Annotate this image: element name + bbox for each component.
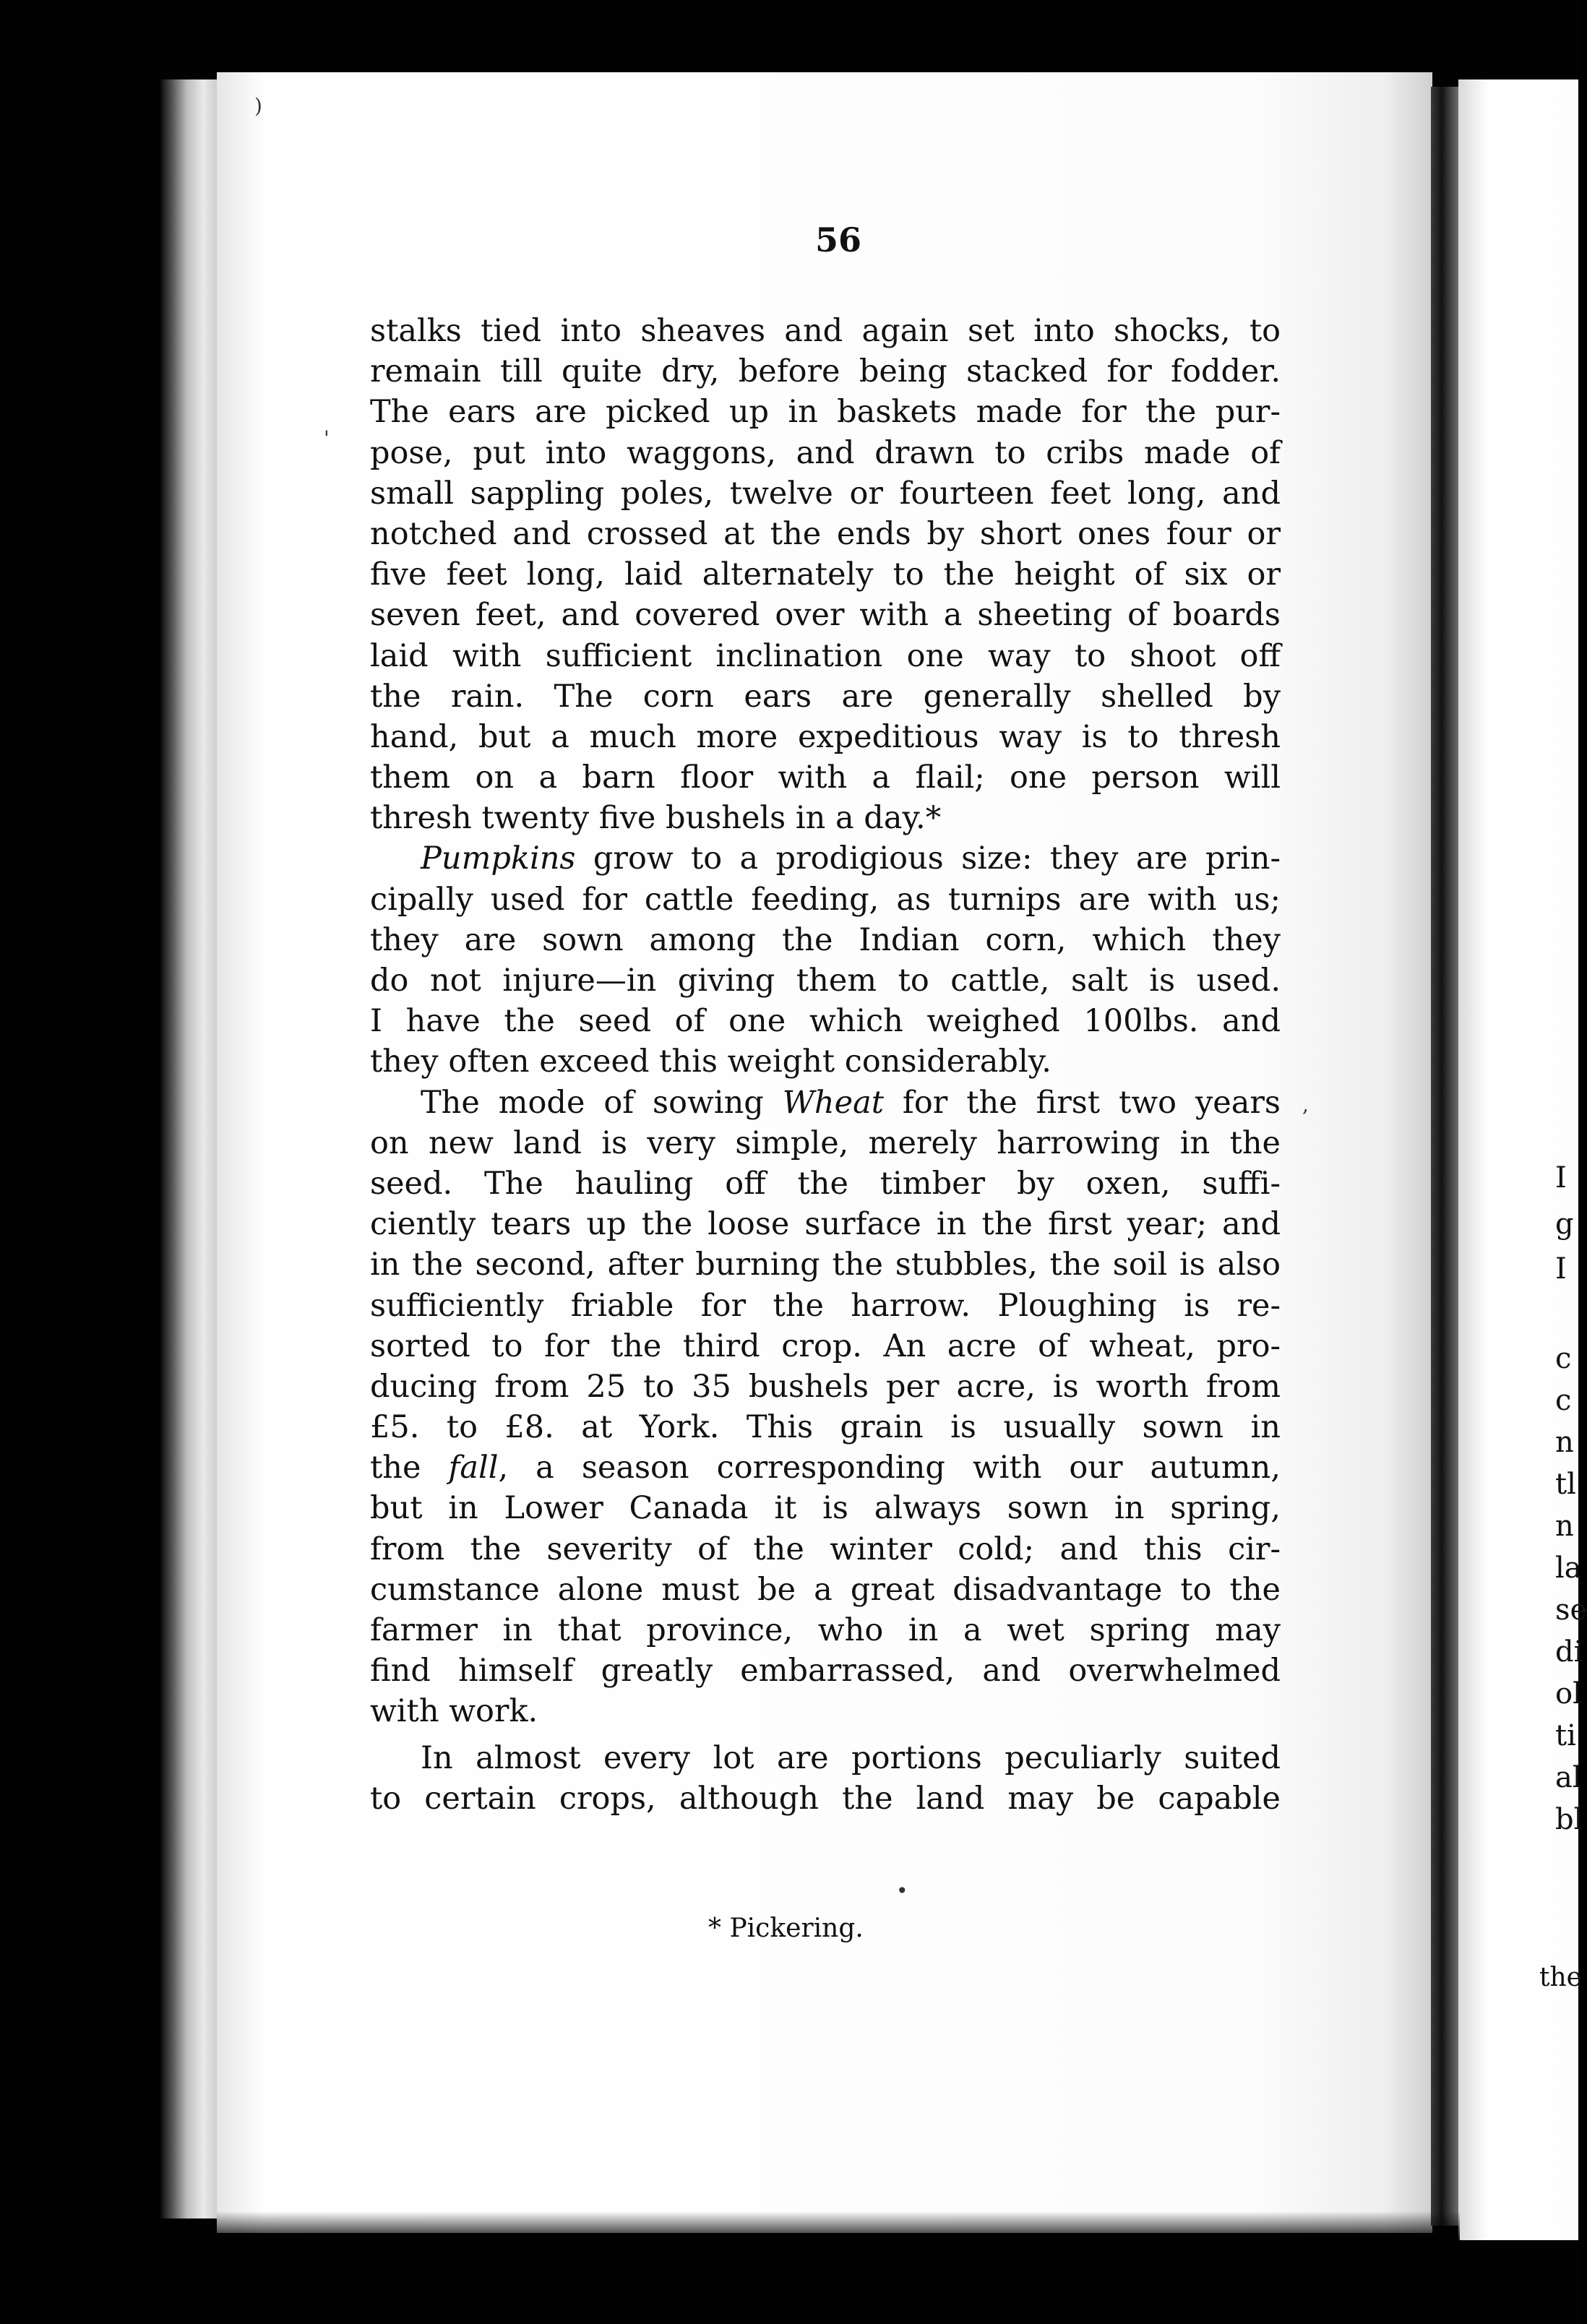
text-line: pose, put into waggons, and drawn to cribs made of <box>370 434 1281 471</box>
facing-page-fragment: n <box>1555 1426 1574 1459</box>
text-line: sufficiently friable for the harrow. Ploughing is re- <box>370 1287 1281 1324</box>
italic-term: Wheat <box>782 1084 884 1121</box>
paragraph-first-line: Pumpkins grow to a prodigious size: they are prin- <box>421 840 1281 877</box>
text-line: but in Lower Canada it is always sown in spring, <box>370 1490 1281 1527</box>
text-line: them on a barn floor with a flail; one person will <box>370 759 1281 796</box>
text-line: the rain. The corn ears are generally shelled by <box>370 678 1281 715</box>
facing-page-fragment: tl <box>1555 1468 1576 1501</box>
facing-page-fragment: I <box>1555 1161 1567 1195</box>
text-line: in the second, after burning the stubbles, the soil is also <box>370 1247 1281 1283</box>
text-line: £5. to £8. at York. This grain is usually sown in <box>370 1409 1281 1446</box>
text-line: do not injure—in giving them to cattle, salt is used. <box>370 963 1281 999</box>
facing-page-fragment: the <box>1539 1963 1582 1992</box>
facing-page-fragment: la <box>1555 1552 1582 1585</box>
text-line: small sappling poles, twelve or fourteen feet long, and <box>370 475 1281 512</box>
text-line: with work. <box>370 1693 538 1730</box>
facing-page-fragment: ti <box>1555 1719 1576 1752</box>
facing-page-fragment: c <box>1555 1342 1572 1375</box>
scan-mark: ) <box>254 94 262 118</box>
text-line: thresh twenty five bushels in a day.* <box>370 800 942 837</box>
text-line: cipally used for cattle feeding, as turnips are with us; <box>370 881 1281 918</box>
paragraph-first-line: The mode of sowing Wheat for the first two years <box>421 1084 1281 1121</box>
text-line: seed. The hauling off the timber by oxen, suffi- <box>370 1165 1281 1202</box>
text-line: I have the seed of one which weighed 100lbs. and <box>370 1003 1281 1040</box>
text-line: ducing from 25 to 35 bushels per acre, is worth from <box>370 1368 1281 1405</box>
facing-page-fragment: bl <box>1555 1803 1583 1836</box>
footnote: * Pickering. <box>708 1914 864 1943</box>
text-line: they are sown among the Indian corn, which they <box>370 921 1281 958</box>
text-line: to certain crops, although the land may be capable <box>370 1780 1281 1817</box>
text-line: laid with sufficient inclination one way to shoot off <box>370 637 1281 674</box>
facing-page-fragment: al <box>1555 1761 1582 1794</box>
page-number: 56 <box>815 220 862 259</box>
italic-term: fall <box>448 1450 499 1486</box>
page-bottom-shadow <box>217 2211 1460 2240</box>
text-line: remain till quite dry, before being stacked for fodder. <box>370 353 1281 390</box>
facing-page-fragment: se <box>1555 1593 1587 1627</box>
facing-page-fragment: c <box>1555 1384 1572 1417</box>
body-text <box>370 311 1281 1819</box>
text-line: cumstance alone must be a great disadvantage to the <box>370 1571 1281 1608</box>
text-line: find himself greatly embarrassed, and overwhelmed <box>370 1653 1281 1690</box>
text-line: sorted to for the third crop. An acre of wheat, pro- <box>370 1327 1281 1364</box>
text-line: they often exceed this weight considerably. <box>370 1043 1051 1080</box>
text-line: ciently tears up the loose surface in the first year; and <box>370 1206 1281 1243</box>
text-line: the fall, a season corresponding with our autumn, <box>370 1450 1281 1486</box>
scan-mark: ' <box>324 426 330 450</box>
italic-term: Pumpkins <box>421 840 576 877</box>
facing-page-fragment: di <box>1555 1635 1583 1669</box>
text-line: farmer in that province, who in a wet spring may <box>370 1612 1281 1648</box>
facing-page-fragment: I <box>1555 1252 1567 1286</box>
text-line: on new land is very simple, merely harrowing in the <box>370 1124 1281 1161</box>
facing-page-fragment: ol <box>1555 1677 1582 1710</box>
facing-page-fragment: n <box>1555 1510 1574 1543</box>
right-binding-gutter <box>1431 87 1458 2226</box>
paragraph-first-line: In almost every lot are portions peculiarly suited <box>421 1739 1281 1776</box>
scan-mark: , <box>1302 1093 1309 1116</box>
text-line: stalks tied into sheaves and again set into shocks, to <box>370 313 1281 349</box>
text-line: seven feet, and covered over with a sheeting of boards <box>370 597 1281 634</box>
text-line: five feet long, laid alternately to the height of six or <box>370 556 1281 593</box>
text-line: notched and crossed at the ends by short ones four or <box>370 515 1281 552</box>
facing-page-fragment: g <box>1555 1208 1574 1241</box>
text-line: from the severity of the winter cold; and this cir- <box>370 1531 1281 1567</box>
scan-mark: • <box>896 1879 908 1903</box>
text-line: hand, but a much more expeditious way is to thresh <box>370 718 1281 755</box>
text-line: The ears are picked up in baskets made for the pur- <box>370 394 1281 431</box>
